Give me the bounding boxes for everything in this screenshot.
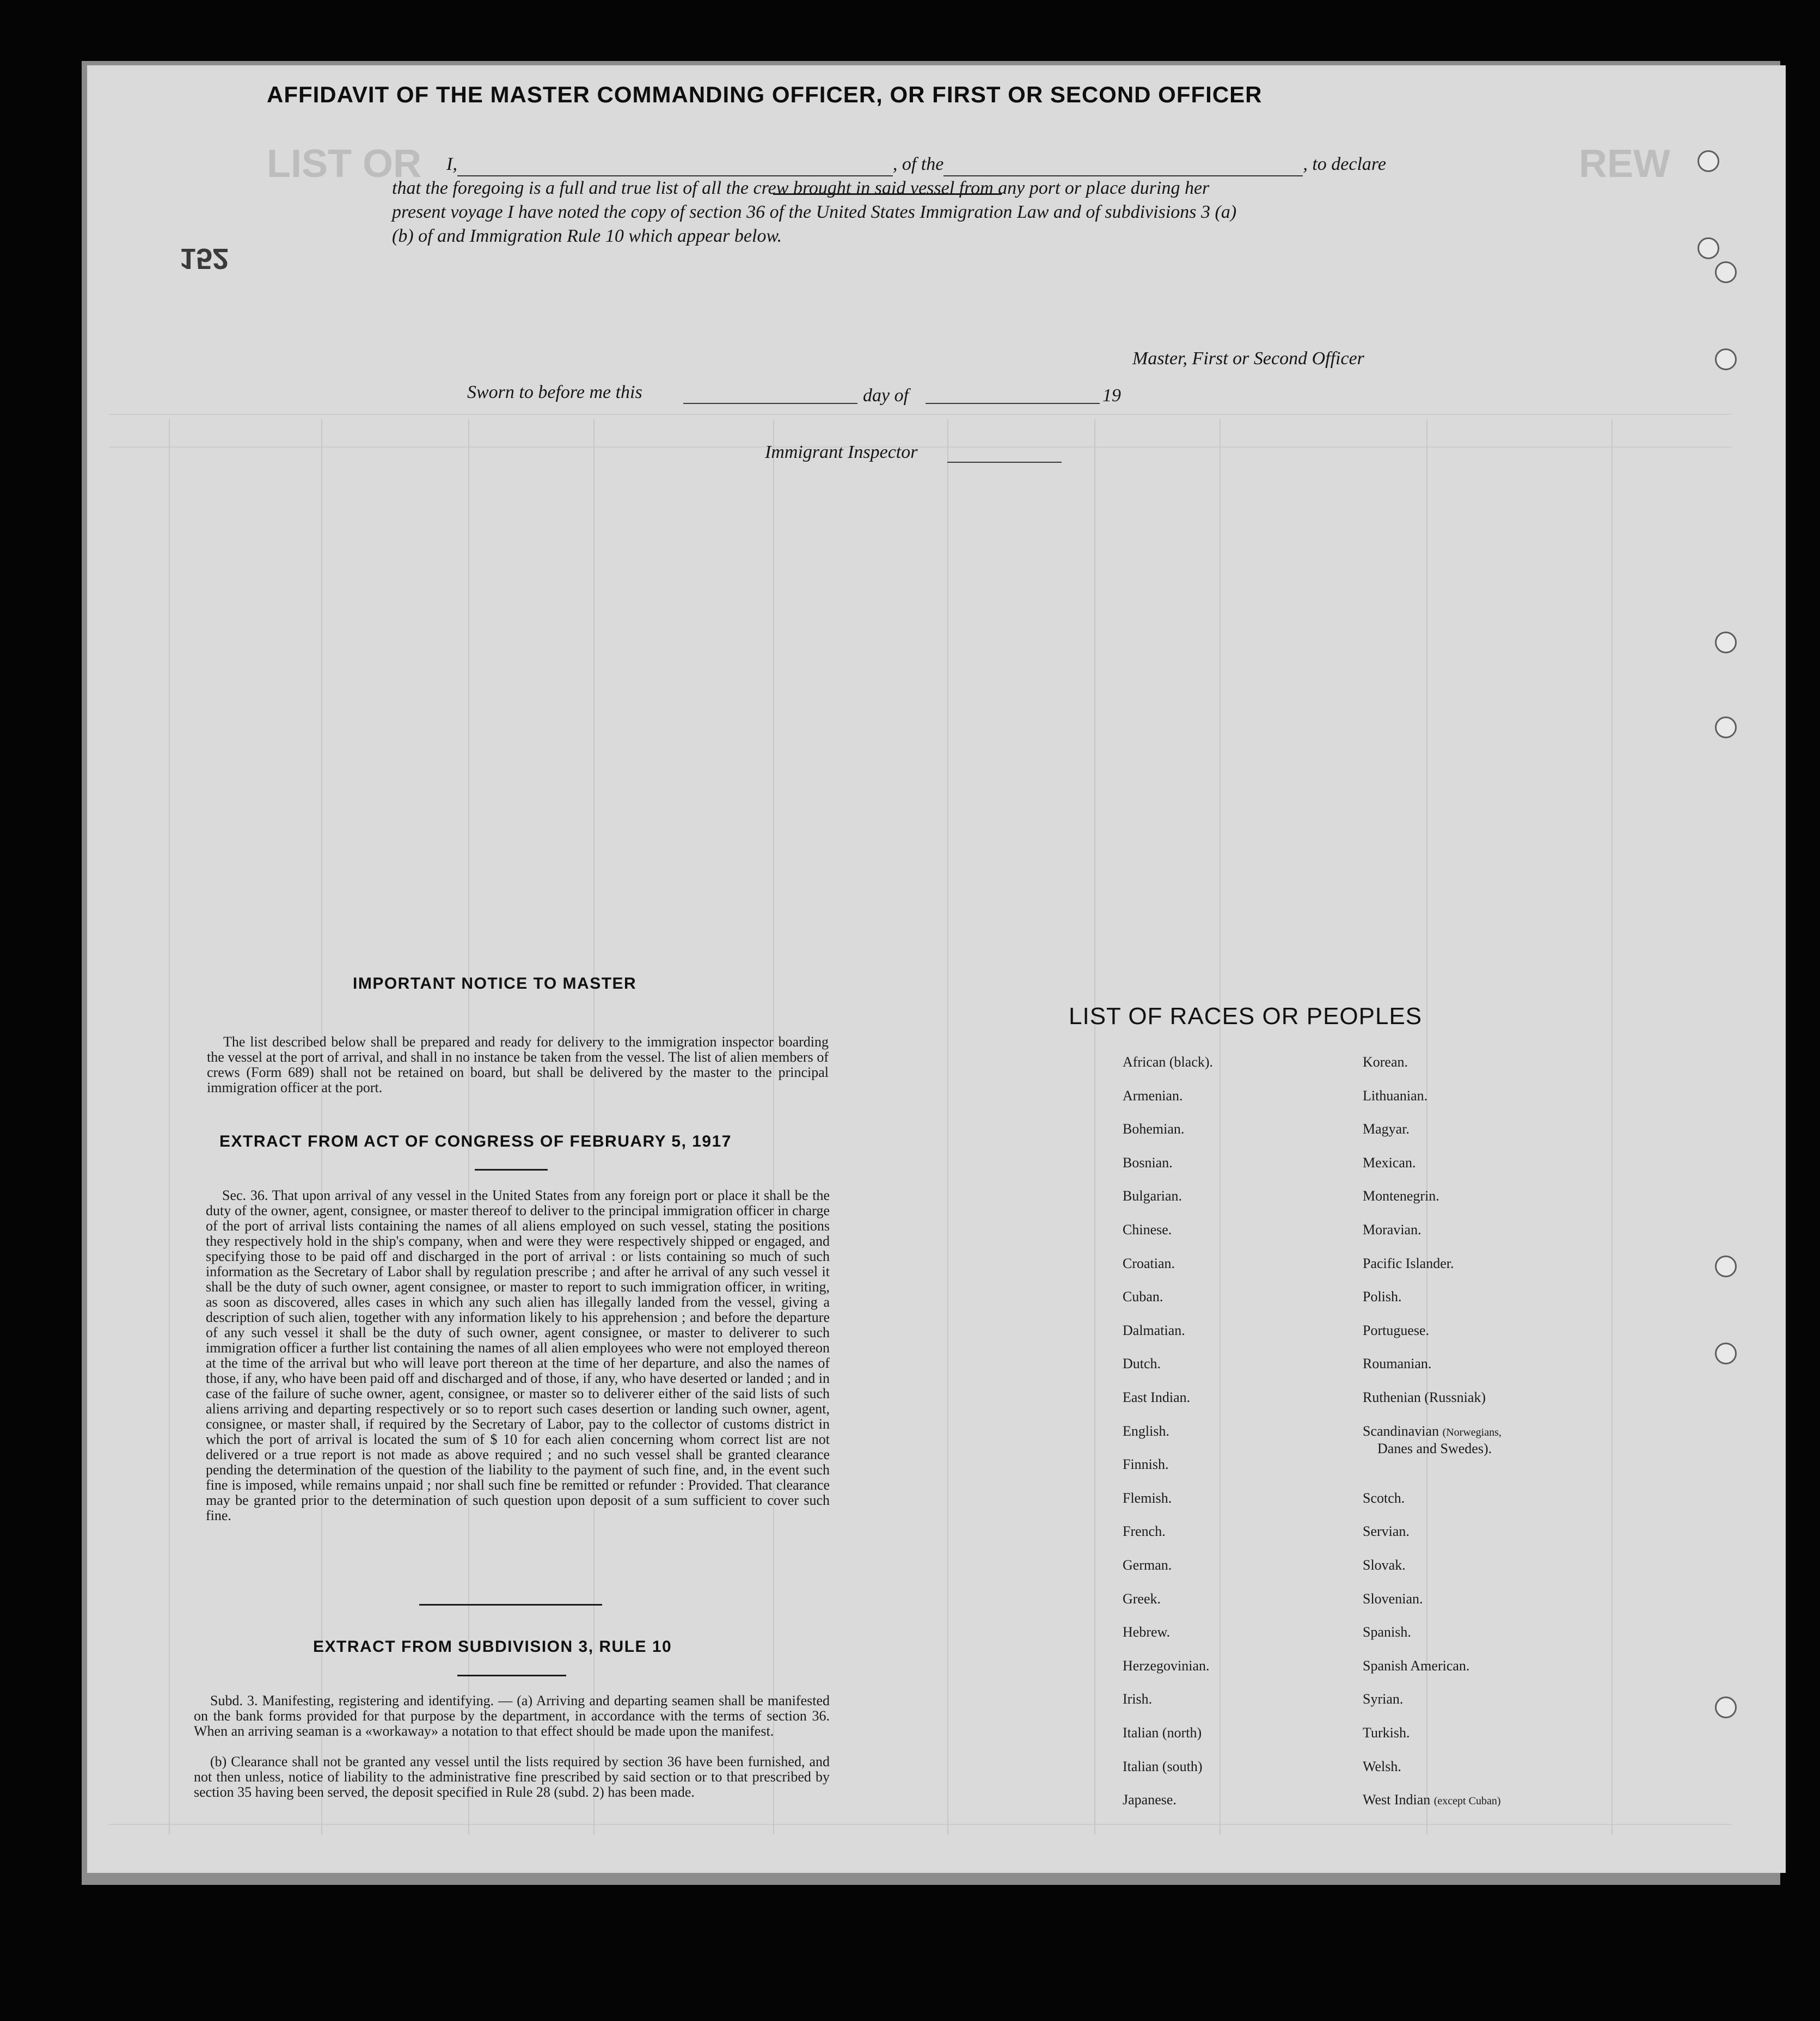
race-item xyxy=(1363,1691,1403,1707)
race-name: Welsh. xyxy=(1363,1758,1401,1774)
sworn-month-blank[interactable] xyxy=(926,403,1100,404)
bleed-through-heading: LIST OR xyxy=(267,142,421,186)
race-item: Bohemian. xyxy=(1123,1121,1185,1137)
race-name: Moravian. xyxy=(1363,1222,1421,1238)
race-name: Lithuanian. xyxy=(1363,1087,1428,1104)
race-item: Croatian. xyxy=(1123,1255,1175,1271)
officer-name-blank[interactable] xyxy=(457,159,893,176)
punch-hole xyxy=(1698,150,1719,172)
race-item: Dalmatian. xyxy=(1123,1322,1185,1338)
vessel-name-blank[interactable] xyxy=(943,159,1303,176)
race-item xyxy=(1363,1591,1423,1607)
act-heading-rule xyxy=(475,1169,548,1171)
race-item: Hebrew. xyxy=(1123,1624,1171,1640)
race-item: Dutch. xyxy=(1123,1356,1161,1372)
race-name: Spanish. xyxy=(1363,1624,1411,1640)
race-item xyxy=(1363,1658,1469,1674)
affidavit-text xyxy=(305,152,1448,248)
rule-heading-rule xyxy=(457,1675,566,1676)
punch-hole xyxy=(1715,1697,1737,1718)
margin-stamp-number: 152 xyxy=(180,242,229,275)
signature-label: Master, First or Second Officer xyxy=(1132,348,1364,369)
punch-hole xyxy=(1715,716,1737,738)
race-item: Chinese. xyxy=(1123,1222,1172,1238)
race-item xyxy=(1363,1557,1406,1573)
race-item xyxy=(1363,1624,1411,1640)
punch-hole xyxy=(1698,237,1719,259)
race-item: Herzegovinian. xyxy=(1123,1657,1210,1674)
race-name: Mexican. xyxy=(1363,1154,1416,1171)
punch-hole xyxy=(1715,632,1737,653)
race-item xyxy=(1363,1423,1502,1440)
race-item xyxy=(1363,1759,1401,1775)
act-extract-text: Sec. 36. That upon arrival of any vessel in the United States from any foreign port or place it shall be the duty of the owner, agent, consignee, or master thereof to deliver to the principal immigration officer in charge of the port of arrival lists containing the names of all aliens employed on such vessel, stating the positions they respectively hold in the ship's company, when and were they were respectively shipped or engaged, and specifying those to be paid off and discharged in the port of arrival : or lists containing so much of such information as the Secretary of Labor shall by regulation prescribe ; and after he arrival of any such vessel it shall be the duty of such owner, agent consignee, or master to report to such immigration officer, in writing, as soon as discovered, alles cases in which any such alien has illegally landed from the vessel, giving a description of such alien, together with any information likely to his apprehension ; and before the departure of any such vessel it shall be the duty of such owner, agent consignee, or master to deliverer to such immigration officer a further list containing the names of all alien employees who were not employed thereon at the time of the arrival but who will leave port thereon at the time of her departure, and also the names of those, if any, who have been paid off and discharged and of those, if any, who have deserted or landed ; and in case of the failure of suche owner, agent, consignee, or master so to deliverer either of the said lists of such aliens arriving and departing respectively or so to report such cases desertion or landing such owner, agent, consignee, or master shall, if required by the Secretary of Labor, pay to the collector of customs district in which the port of arrival is located the sum of $ 10 for each alien concerning whom correct list are not delivered or a true report is not made as above required ; and no such vessel shall be granted clearance pending the determination of the question of the liability to the payment of such fine, and, in the event such fine is imposed, while remains unpaid ; nor shall such fine be remitted or refunder : Provided. That clearance may be granted prior to the determination of such question upon deposit of a sum sufficient to cover such fine. xyxy=(206,1187,830,1523)
affidavit-to-declare: , to declare xyxy=(1303,154,1386,174)
race-item xyxy=(1363,1725,1410,1741)
punch-hole xyxy=(1715,348,1737,370)
punch-hole xyxy=(1715,261,1737,283)
race-item: Italian (south) xyxy=(1123,1758,1203,1774)
race-item xyxy=(1363,1389,1486,1406)
affidavit-i: I, xyxy=(446,154,457,174)
race-name: Syrian. xyxy=(1363,1691,1404,1707)
race-note: (except Cuban) xyxy=(1433,1795,1501,1808)
race-item: Greek. xyxy=(1123,1590,1161,1607)
rule-extract-text-a: Subd. 3. Manifesting, registering and identifying. — (a) Arriving and departing seamen shall be manifested on the bank forms provided for that purpose by the department, in accordance with the terms of section 36. When an arriving seaman is a «workaway» a notation to that effect should be made upon the manifest. xyxy=(194,1693,830,1739)
race-name: Magyar. xyxy=(1363,1121,1410,1137)
race-name: Spanish American. xyxy=(1363,1657,1470,1674)
bleed-through-column xyxy=(1611,419,1613,1835)
race-name: Montenegrin. xyxy=(1363,1188,1439,1204)
race-item xyxy=(1363,1322,1429,1339)
race-item xyxy=(1363,1792,1501,1808)
race-name: Slovenian. xyxy=(1363,1590,1423,1607)
bleed-through-heading-right: REW xyxy=(1579,142,1670,186)
bleed-through-column xyxy=(1426,419,1427,1835)
race-item: Cuban. xyxy=(1123,1289,1163,1305)
document-page xyxy=(87,65,1786,1873)
bleed-through-column xyxy=(593,419,595,1835)
act-end-rule xyxy=(419,1604,602,1606)
affidavit-line-1 xyxy=(446,152,1448,176)
race-name: West Indian xyxy=(1363,1792,1431,1808)
affidavit-of-the: , of the xyxy=(892,154,944,174)
race-item: Flemish. xyxy=(1123,1490,1172,1506)
race-item: Finnish. xyxy=(1123,1456,1169,1473)
bleed-through-rule xyxy=(109,1824,1731,1825)
race-item: English. xyxy=(1123,1423,1169,1439)
rule-extract-heading: EXTRACT FROM SUBDIVISION 3, RULE 10 xyxy=(313,1638,672,1656)
day-of-text: day of xyxy=(863,385,909,406)
race-item: African (black). xyxy=(1123,1054,1214,1070)
punch-hole xyxy=(1715,1343,1737,1364)
race-item xyxy=(1363,1088,1427,1104)
affidavit-line-3: present voyage I have noted the copy of section 36 of the United States Immigration Law and of subdivisions 3 (a) xyxy=(392,202,1237,222)
race-item: German. xyxy=(1123,1557,1172,1573)
bleed-through-rule xyxy=(109,414,1731,415)
sworn-day-blank[interactable] xyxy=(683,403,857,404)
race-item: Bulgarian. xyxy=(1123,1188,1182,1204)
race-item xyxy=(1363,1054,1408,1070)
notice-text: The list described below shall be prepared and ready for delivery to the immigration inspector boarding the vessel at the port of arrival, and shall in no instance be taken from the vessel. The list of alien members of crews (Form 689) shall not be retained on board, but shall be delivered by the master to the principal immigration officer at the port. xyxy=(207,1034,829,1095)
bleed-through-column xyxy=(321,419,322,1835)
race-name: Servian. xyxy=(1363,1523,1410,1540)
bleed-through-column xyxy=(468,419,469,1835)
race-item xyxy=(1363,1289,1402,1305)
race-name: Portuguese. xyxy=(1363,1322,1430,1338)
race-name: Korean. xyxy=(1363,1054,1408,1070)
bleed-through-column xyxy=(1094,419,1095,1835)
race-item xyxy=(1363,1121,1410,1137)
notice-heading: IMPORTANT NOTICE TO MASTER xyxy=(353,975,637,993)
sworn-text: Sworn to before me this xyxy=(467,382,642,402)
affidavit-line-2: that the foregoing is a full and true list of all the crew brought in said vessel from any port or place during her xyxy=(392,178,1210,198)
year-prefix: 19 xyxy=(1102,385,1121,406)
race-item xyxy=(1363,1523,1410,1540)
race-note: (Norwegians, xyxy=(1442,1426,1502,1438)
race-name: Ruthenian (Russniak) xyxy=(1363,1389,1486,1405)
race-item: French. xyxy=(1123,1523,1166,1540)
punch-hole xyxy=(1715,1256,1737,1277)
race-item: Irish. xyxy=(1123,1691,1153,1707)
race-name: Roumanian. xyxy=(1363,1356,1432,1372)
affidavit-title: AFFIDAVIT OF THE MASTER COMMANDING OFFICER, OR FIRST OR SECOND OFFICER xyxy=(267,82,1263,107)
race-item: Italian (north) xyxy=(1123,1725,1202,1741)
bleed-through-column xyxy=(773,419,774,1835)
race-item: Bosnian. xyxy=(1123,1154,1173,1171)
race-item xyxy=(1363,1155,1415,1171)
bleed-through-column xyxy=(947,419,948,1835)
race-item xyxy=(1363,1490,1405,1506)
race-item xyxy=(1363,1188,1439,1204)
race-item: Armenian. xyxy=(1123,1087,1183,1104)
races-heading: LIST OF RACES OR PEOPLES xyxy=(1069,1003,1423,1030)
race-name: Scandinavian xyxy=(1363,1423,1439,1439)
race-item: Japanese. xyxy=(1123,1792,1176,1808)
inspector-signature-blank[interactable] xyxy=(947,462,1062,463)
affidavit-line-4: (b) of and Immigration Rule 10 which appear below. xyxy=(392,226,782,246)
rule-extract-text-b: (b) Clearance shall not be granted any vessel until the lists required by section 36 have been furnished, and not then unless, notice of liability to the administrative fine prescribed by said section or to that prescribed by section 35 having been served, the deposit specified in Rule 28 (subd. 2) has been made. xyxy=(194,1754,830,1800)
race-name: Turkish. xyxy=(1363,1725,1410,1741)
race-item xyxy=(1363,1222,1421,1238)
act-extract-heading: EXTRACT FROM ACT OF CONGRESS OF FEBRUARY 5, 1917 xyxy=(219,1132,732,1150)
bleed-through-column xyxy=(1220,419,1221,1835)
race-name: Scotch. xyxy=(1363,1490,1405,1506)
race-item xyxy=(1363,1256,1454,1272)
race-name: Slovak. xyxy=(1363,1557,1406,1573)
inspector-label: Immigrant Inspector xyxy=(765,442,918,462)
race-name: Polish. xyxy=(1363,1289,1402,1305)
race-item xyxy=(1363,1356,1431,1372)
bleed-through-rule xyxy=(109,446,1731,448)
race-name: Pacific Islander. xyxy=(1363,1255,1454,1271)
race-note-continued: Danes and Swedes). xyxy=(1377,1440,1492,1456)
bleed-through-column xyxy=(169,419,170,1835)
race-item: East Indian. xyxy=(1123,1389,1191,1405)
